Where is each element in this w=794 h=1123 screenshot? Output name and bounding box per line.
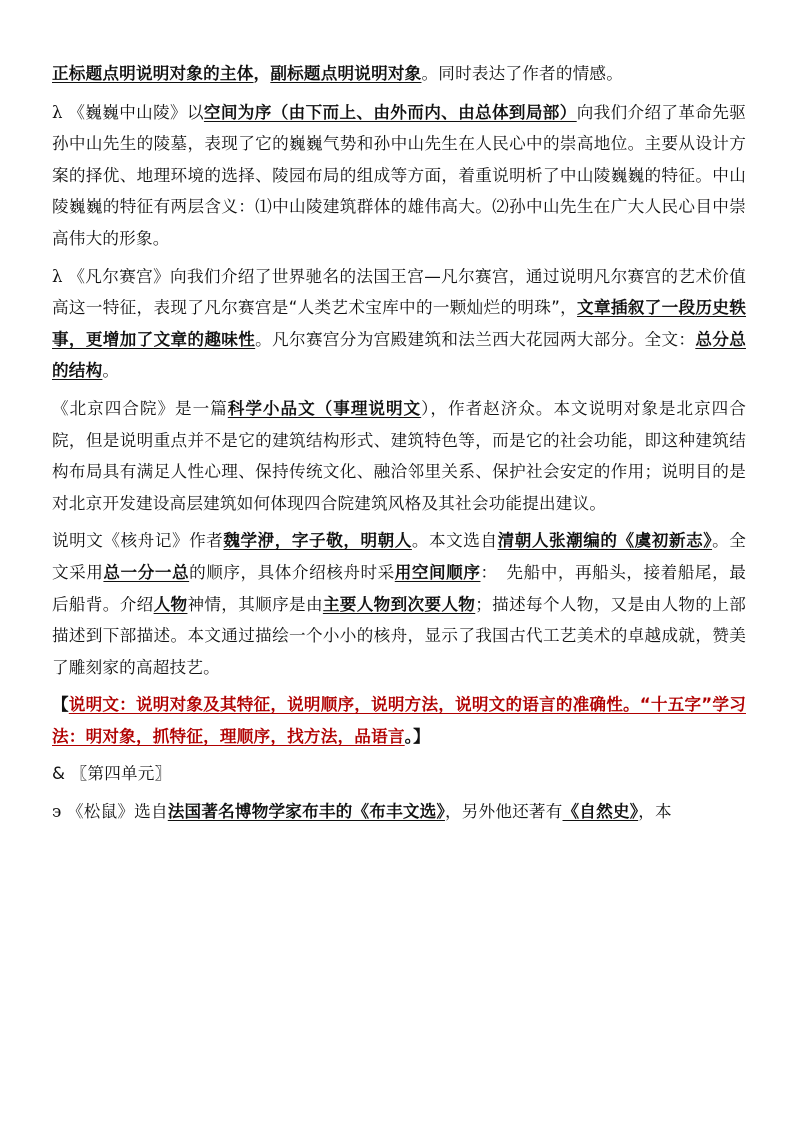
lambda-bullet-icon: λ	[52, 266, 63, 286]
paragraph-title-note	[52, 58, 746, 90]
order-intro: 。全文采用	[52, 531, 746, 582]
paragraph-siheyuan	[52, 393, 746, 519]
paragraph-songshu	[52, 796, 746, 828]
source-note: 清朝人张潮编的《虞初新志》	[497, 531, 713, 551]
versailles-intro: 《凡尔赛宫》向我们介绍了世界驰名的法国王宫—凡尔赛宫，通过说明凡尔赛宫的艺术价值高这一特征，表现了凡尔赛宫是“人类艺术宝库中的一颗灿烂的明珠”，	[52, 266, 747, 318]
science-essay-note: 科学小品文（事理说明文	[227, 398, 422, 418]
order-note: 总一分一总	[103, 562, 190, 582]
comma: ，	[253, 64, 271, 83]
boat-order: ： 先船中，再船头，接着船尾，最后船背。介绍	[52, 562, 747, 614]
songshu-source-note: 法国著名博物学家布丰的《布丰文选》	[167, 802, 445, 822]
siheyuan-body: ），作者赵济众。本文说明对象是北京四合院，但是说明重点并不是它的建筑结构形式、建筑特色等，而是它的社会功能，即这种建筑结构布局具有满足人性心理、保持传统文化、融洽邻里关系、保护社会安定的作用；说明目的是对北京开发建设高层建筑如何体现四合院建筑风格及其社会功能提出建议。	[52, 398, 747, 513]
songshu-mid: ，另外他还著有	[444, 802, 563, 822]
unit-heading: & 〖第四单元〗	[52, 764, 172, 784]
figure-order-note: 主要人物到次要人物	[322, 594, 476, 614]
author-note: 魏学洢，字子敬，明朝人	[223, 531, 412, 551]
paragraph-hezhouji	[52, 525, 746, 683]
songshu-tail: ，本	[638, 802, 672, 822]
paragraph-versailles	[52, 261, 746, 387]
document-page	[52, 58, 746, 828]
siheyuan-intro: 《北京四合院》是一篇	[52, 398, 228, 418]
subtitle-note: 副标题点明说明对象	[270, 64, 422, 83]
zhongshanling-intro: 《巍巍中山陵》以	[68, 102, 204, 122]
songshu-intro: 《松鼠》选自	[66, 802, 168, 822]
spatial-order-note: 空间为序（由下而上、由外而内、由总体到局部）	[203, 102, 577, 122]
hezhouji-body: ；描述每个人物，又是由人物的上部描述到下部描述。本文通过描绘一个小小的核舟，显示了我国古代工艺美术的卓越成就，赞美了雕刻家的高超技艺。	[52, 594, 746, 677]
paragraph-summary	[52, 689, 746, 752]
structure-note: 总分总的结构	[52, 329, 746, 381]
close-bracket: 。】	[404, 726, 430, 746]
versailles-body: 。凡尔赛宫分为宫殿建筑和法兰西大花园两大部分。全文：	[255, 329, 696, 349]
zhongshanling-body: 向我们介绍了革命先驱孙中山先生的陵墓，表现了它的巍巍气势和孙中山先生在人民心中的崇高地位。主要从设计方案的择优、地理环境的选择、陵园布局的组成等方面，着重说明析了中山陵巍巍的特征。中山陵巍巍的特征有两层含义：⑴中山陵建筑群体的雄伟高大。⑵孙中山先生在广大人民心目中崇高伟大的形象。	[52, 102, 746, 248]
source-intro: 。本文选自	[411, 531, 498, 551]
hezhouji-intro: 说明文《核舟记》作者	[52, 531, 224, 551]
spatial-order-note: 用空间顺序	[394, 562, 481, 582]
figure-order-intro: 神情，其顺序是由	[187, 594, 323, 614]
detail-intro: 的顺序，具体介绍核舟时采	[189, 562, 395, 582]
main-title-note: 正标题点明说明对象的主体	[52, 64, 254, 83]
natural-history-note: 《自然史》	[562, 802, 639, 822]
emotion-note: 。同时表达了作者的情感。	[421, 64, 624, 83]
lambda-bullet-icon: λ	[52, 102, 63, 122]
open-bracket: 【	[52, 695, 69, 715]
interpolation-note: 文章插叙了一段历史轶事，更增加了文章的趣味性	[52, 298, 747, 349]
figures-note: 人物	[153, 594, 188, 614]
period: 。	[102, 361, 120, 381]
bullet-icon: ϶	[52, 802, 62, 822]
summary-note: 说明文：说明对象及其特征，说明顺序，说明方法，说明文的语言的准确性。“十五字”学习法：明对象，抓特征，理顺序，找方法，品语言	[52, 695, 746, 746]
paragraph-zhongshanling	[52, 97, 746, 255]
